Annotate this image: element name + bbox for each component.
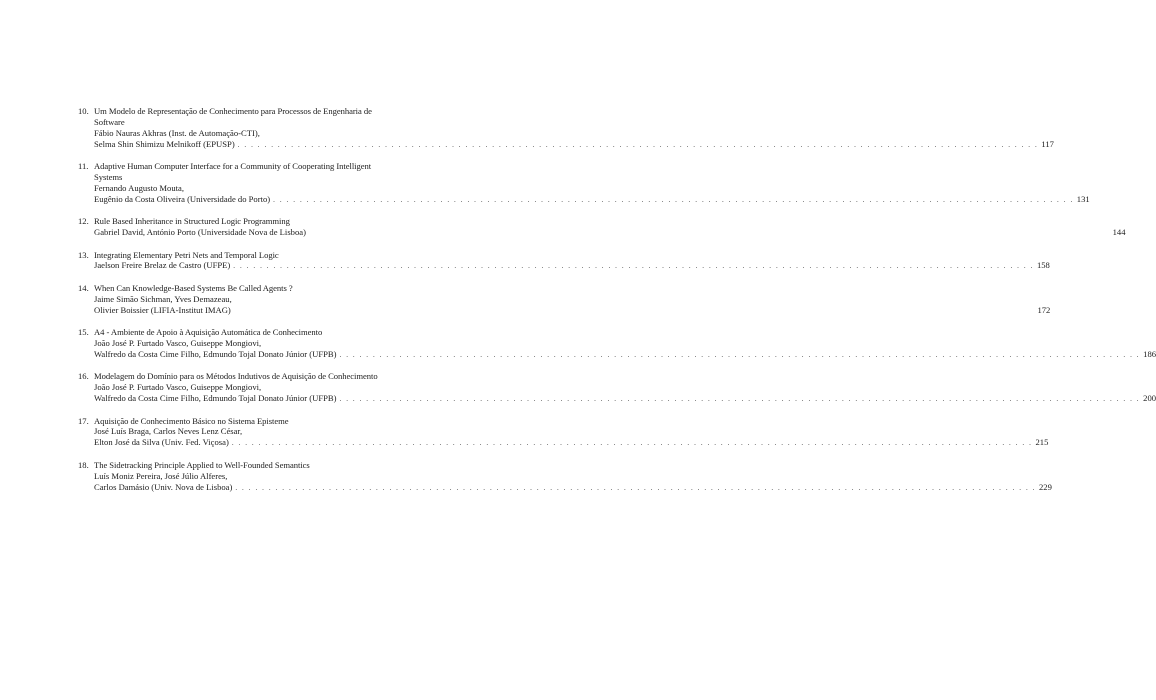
- entry-authors: Carlos Damásio (Univ. Nova de Lisboa): [94, 481, 233, 492]
- entry-authors: Luís Moniz Pereira, José Júlio Alferes,: [94, 470, 228, 481]
- toc-entry: [78, 216, 1126, 239]
- dot-leader: . . . . . . . . . . . . . . . . . . . . . . . . . . . . . . . . . . . . . . . . . . . . . . . . . . . . . . . . . . . . . . . . . . . . . . . . . . . . . . . . . . . . . . . . . . . . . . . . . . . . . . . . . . . . . . . . . . . . . . . .: [235, 483, 1036, 492]
- entry-body: [94, 282, 1051, 317]
- entry-title: Rule Based Inheritance in Structured Logic Programming: [94, 216, 290, 227]
- entry-last-line: [94, 193, 1090, 206]
- entry-last-line: [94, 138, 1054, 151]
- entry-authors: Walfredo da Costa Cime Filho, Edmundo Tojal Donato Júnior (UFPB): [94, 348, 337, 359]
- entry-last-line: [94, 481, 1052, 494]
- entry-body: [94, 415, 1049, 450]
- toc-entry: [78, 371, 1156, 405]
- entry-number: 11.: [78, 161, 89, 172]
- toc-entry: [78, 282, 1051, 317]
- entry-page-number: 186: [1143, 348, 1156, 359]
- entry-authors: Selma Shin Shimizu Melnikoff (EPUSP): [94, 138, 235, 149]
- entry-authors: João José P. Furtado Vasco, Guiseppe Mongiovi,: [94, 382, 262, 393]
- entry-authors: Fernando Augusto Mouta,: [94, 182, 184, 193]
- entry-page-number: 215: [1035, 437, 1049, 448]
- entry-title: Integrating Elementary Petri Nets and Temporal Logic: [94, 249, 279, 260]
- entry-last-line: [94, 348, 1156, 361]
- entry-title: Systems: [94, 172, 123, 183]
- entry-body: [94, 249, 1050, 273]
- entry-page-number: 131: [1076, 193, 1090, 204]
- entry-title: Adaptive Human Computer Interface for a Community of Cooperating Intelligent: [94, 161, 372, 172]
- entry-number: 12.: [78, 216, 89, 227]
- entry-number: 10.: [78, 106, 89, 116]
- dot-leader: . . . . . . . . . . . . . . . . . . . . . . . . . . . . . . . . . . . . . . . . . . . . . . . . . . . . . . . . . . . . . . . . . . . . . . . . . . . . . . . . . . . . . . . . . . . . . . . . . . . . . . . . . . . . . . . . . . . . . . . .: [339, 350, 1141, 359]
- entry-page-number: 229: [1039, 481, 1052, 492]
- entry-title: Aquisição de Conhecimento Básico no Sistema Episteme: [94, 415, 289, 426]
- toc-entry: [78, 249, 1050, 273]
- entry-body: [94, 459, 1052, 494]
- entry-page-number: 158: [1036, 260, 1050, 271]
- entry-number: 18.: [78, 459, 89, 470]
- entry-page-number: 117: [1041, 138, 1054, 149]
- toc-entry: [78, 327, 1156, 361]
- toc-entry: [78, 415, 1049, 450]
- dot-leader: [234, 306, 1035, 317]
- entry-authors: Eugênio da Costa Oliveira (Universidade do Porto): [94, 193, 271, 204]
- entry-page-number: 144: [1112, 227, 1126, 238]
- entry-authors: João José P. Furtado Vasco, Guiseppe Mongiovi,: [94, 338, 262, 348]
- entry-page-number: 172: [1037, 304, 1051, 315]
- entry-last-line: [94, 304, 1051, 317]
- entry-title: Um Modelo de Representação de Conhecimento para Processos de Engenharia de: [94, 106, 372, 116]
- table-of-contents: [78, 106, 1156, 504]
- entry-number: 17.: [78, 415, 89, 426]
- dot-leader: . . . . . . . . . . . . . . . . . . . . . . . . . . . . . . . . . . . . . . . . . . . . . . . . . . . . . . . . . . . . . . . . . . . . . . . . . . . . . . . . . . . . . . . . . . . . . . . . . . . . . . . . . . . . . . . . . . . . . . . .: [339, 395, 1141, 404]
- entry-body: [94, 371, 1156, 405]
- entry-body: [94, 106, 1054, 151]
- entry-authors: José Luís Braga, Carlos Neves Lenz César,: [94, 426, 243, 437]
- entry-authors: Olivier Boissier (LIFIA-Institut IMAG): [94, 304, 231, 315]
- entry-authors: Fábio Nauras Akhras (Inst. de Automação-CTI),: [94, 127, 260, 138]
- entry-number: 14.: [78, 282, 89, 293]
- entry-title: Modelagem do Domínio para os Métodos Indutivos de Aquisição de Conhecimento: [94, 371, 378, 382]
- entry-page-number: 200: [1143, 393, 1156, 404]
- dot-leader: [309, 228, 1110, 239]
- dot-leader: . . . . . . . . . . . . . . . . . . . . . . . . . . . . . . . . . . . . . . . . . . . . . . . . . . . . . . . . . . . . . . . . . . . . . . . . . . . . . . . . . . . . . . . . . . . . . . . . . . . . . . . . . . . . . . . . . . . . . . . .: [231, 439, 1033, 448]
- entry-authors: Jaelson Freire Brelaz de Castro (UFPE): [94, 260, 231, 271]
- dot-leader: . . . . . . . . . . . . . . . . . . . . . . . . . . . . . . . . . . . . . . . . . . . . . . . . . . . . . . . . . . . . . . . . . . . . . . . . . . . . . . . . . . . . . . . . . . . . . . . . . . . . . . . . . . . . . . . . . . . . . . . .: [233, 262, 1034, 271]
- entry-last-line: [94, 227, 1126, 239]
- entry-title: Software: [94, 116, 125, 127]
- dot-leader: . . . . . . . . . . . . . . . . . . . . . . . . . . . . . . . . . . . . . . . . . . . . . . . . . . . . . . . . . . . . . . . . . . . . . . . . . . . . . . . . . . . . . . . . . . . . . . . . . . . . . . . . . . . . . . . . . . . . . . . .: [273, 195, 1074, 204]
- toc-entry: [78, 106, 1054, 151]
- entry-body: [94, 161, 1090, 206]
- entry-body: [94, 327, 1156, 361]
- toc-entry: [78, 459, 1052, 494]
- entry-number: 16.: [78, 371, 89, 382]
- entry-authors: Walfredo da Costa Cime Filho, Edmundo Tojal Donato Júnior (UFPB): [94, 393, 337, 404]
- entry-authors: Jaime Simão Sichman, Yves Demazeau,: [94, 293, 232, 304]
- entry-last-line: [94, 393, 1156, 405]
- entry-number: 13.: [78, 249, 89, 260]
- entry-last-line: [94, 437, 1049, 449]
- entry-authors: Elton José da Silva (Univ. Fed. Viçosa): [94, 437, 229, 448]
- entry-title: A4 - Ambiente de Apoio à Aquisição Automática de Conhecimento: [94, 327, 323, 338]
- entry-last-line: [94, 260, 1050, 272]
- entry-title: When Can Knowledge-Based Systems Be Called Agents ?: [94, 282, 293, 293]
- entry-title: The Sidetracking Principle Applied to Well-Founded Semantics: [94, 459, 310, 470]
- entry-body: [94, 216, 1126, 239]
- entry-number: 15.: [78, 327, 89, 338]
- toc-entry: [78, 161, 1090, 206]
- dot-leader: . . . . . . . . . . . . . . . . . . . . . . . . . . . . . . . . . . . . . . . . . . . . . . . . . . . . . . . . . . . . . . . . . . . . . . . . . . . . . . . . . . . . . . . . . . . . . . . . . . . . . . . . . . . . . . . . . . . . . . . .: [237, 140, 1039, 149]
- entry-authors: Gabriel David, António Porto (Universidade Nova de Lisboa): [94, 227, 306, 238]
